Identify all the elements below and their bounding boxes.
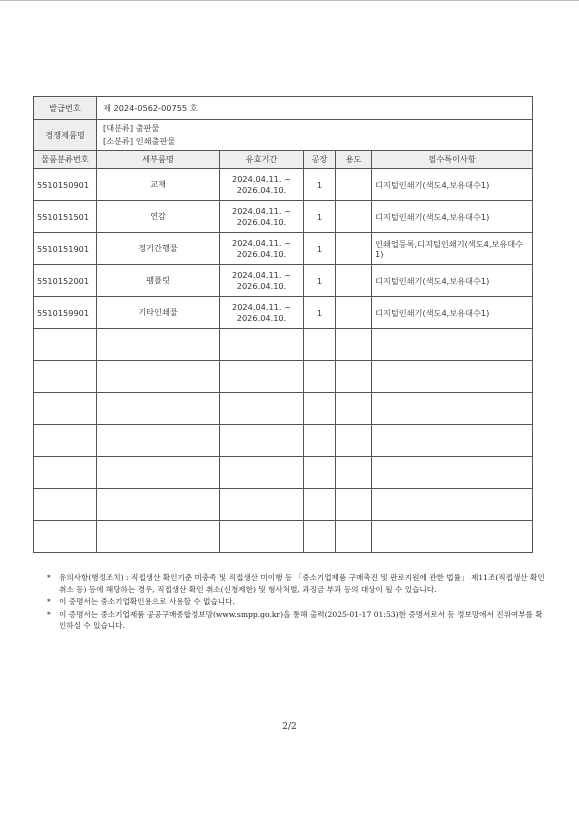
empty-cell	[97, 457, 220, 489]
note-bullet: *	[47, 609, 51, 619]
empty-cell	[372, 361, 533, 393]
period-start: 2024.04.11. ~	[232, 237, 291, 248]
factory-cell: 1	[304, 265, 336, 297]
header-factory: 공장	[304, 151, 336, 169]
minor-classification: [소분류] 인쇄출판물	[103, 136, 176, 146]
header-required-notes: 필수특이사항	[372, 151, 533, 169]
factory-cell: 1	[304, 297, 336, 329]
empty-cell	[220, 457, 304, 489]
page-number: 2/2	[282, 722, 297, 732]
empty-cell	[336, 425, 372, 457]
period-end: 2026.04.10.	[236, 312, 287, 323]
empty-cell	[372, 521, 533, 553]
period-end: 2026.04.10.	[236, 184, 287, 195]
empty-table-row	[34, 393, 533, 425]
required-notes-cell: 디지털인쇄기(색도4,보유대수1)	[372, 265, 533, 297]
empty-table-row	[34, 457, 533, 489]
table-row	[34, 297, 533, 329]
table-row	[34, 265, 533, 297]
use-cell	[336, 297, 372, 329]
item-code-cell: 5510151901	[34, 233, 97, 265]
empty-cell	[304, 361, 336, 393]
empty-cell	[97, 329, 220, 361]
empty-cell	[220, 329, 304, 361]
period-end: 2026.04.10.	[236, 216, 287, 227]
empty-cell	[372, 329, 533, 361]
empty-table-row	[34, 521, 533, 553]
note-item	[47, 572, 547, 595]
table-row	[34, 169, 533, 201]
empty-cell	[304, 457, 336, 489]
notes-section	[47, 572, 547, 633]
period-start: 2024.04.11. ~	[232, 269, 291, 280]
empty-cell	[220, 425, 304, 457]
empty-cell	[97, 393, 220, 425]
detail-name-cell: 정기간행물	[97, 233, 220, 265]
empty-cell	[220, 489, 304, 521]
note-item	[47, 609, 547, 632]
note-text: 이 증명서는 중소기업확인용으로 사용할 수 없습니다.	[59, 597, 235, 606]
certificate-table	[33, 96, 533, 553]
item-code-cell: 5510151501	[34, 201, 97, 233]
empty-cell	[220, 521, 304, 553]
use-cell	[336, 233, 372, 265]
item-code-cell: 5510159901	[34, 297, 97, 329]
major-classification: [대분류] 출판물	[103, 123, 160, 133]
empty-cell	[372, 489, 533, 521]
table-row	[34, 233, 533, 265]
empty-cell	[336, 393, 372, 425]
note-item	[47, 596, 547, 608]
factory-cell: 1	[304, 201, 336, 233]
empty-cell	[372, 425, 533, 457]
note-bullet: *	[47, 597, 51, 606]
empty-cell	[336, 361, 372, 393]
empty-cell	[34, 425, 97, 457]
period-end: 2026.04.10.	[236, 248, 287, 259]
issue-number-value: 제 2024-0562-00755 호	[97, 97, 533, 120]
required-notes-cell: 디지털인쇄기(색도4,보유대수1)	[372, 297, 533, 329]
header-validity-period: 유효기간	[220, 151, 304, 169]
detail-name-cell: 팸플릿	[97, 265, 220, 297]
item-code-cell: 5510150901	[34, 169, 97, 201]
period-start: 2024.04.11. ~	[232, 205, 291, 216]
issue-number-label: 발급번호	[34, 97, 97, 120]
empty-cell	[34, 489, 97, 521]
empty-cell	[336, 329, 372, 361]
validity-period-cell	[220, 297, 304, 329]
period-start: 2024.04.11. ~	[232, 301, 291, 312]
empty-cell	[34, 329, 97, 361]
empty-cell	[304, 521, 336, 553]
top-border-line	[0, 0, 579, 1]
validity-period-cell	[220, 201, 304, 233]
use-cell	[336, 201, 372, 233]
note-text: 이 증명서는 중소기업제품 공공구매종합정보망(www.smpp.go.kr)을 통해 출력(2025-01-17 01:53)한 증명서로서 동 정보망에서 진위여부를 확인하실 수 있습니다.	[59, 609, 543, 630]
table-header-row	[34, 151, 533, 169]
note-text: 유의사항(행정조치) : 직접생산 확인기준 미충족 및 직접생산 미이행 등 「중소기업제품 구매촉진 및 판로지원에 관한 법률」 제11조(직접생산 확인 취소 등) 등에 해당하는 경우, 직접생산 확인 취소(신청제한) 및 형사처벌, 과징금 부과 등의 대상이 될 수 있습니다.	[59, 573, 545, 594]
empty-cell	[372, 393, 533, 425]
empty-cell	[97, 361, 220, 393]
empty-cell	[336, 521, 372, 553]
header-detail-name: 세부품명	[97, 151, 220, 169]
factory-cell: 1	[304, 169, 336, 201]
empty-cell	[97, 489, 220, 521]
table-row	[34, 201, 533, 233]
empty-cell	[372, 457, 533, 489]
empty-table-row	[34, 329, 533, 361]
required-notes-cell: 디지털인쇄기(색도4,보유대수1)	[372, 169, 533, 201]
validity-period-cell	[220, 169, 304, 201]
empty-cell	[304, 425, 336, 457]
empty-cell	[97, 425, 220, 457]
empty-cell	[34, 457, 97, 489]
empty-cell	[304, 393, 336, 425]
product-name-label: 경쟁제품명	[34, 120, 97, 151]
detail-name-cell: 기타인쇄물	[97, 297, 220, 329]
empty-cell	[97, 521, 220, 553]
empty-table-row	[34, 361, 533, 393]
empty-cell	[336, 457, 372, 489]
detail-name-cell: 연감	[97, 201, 220, 233]
detail-name-cell: 교재	[97, 169, 220, 201]
use-cell	[336, 265, 372, 297]
product-classification	[97, 120, 533, 151]
required-notes-cell: 인쇄업등록,디지털인쇄기(색도4,보유대수1)	[372, 233, 533, 265]
period-end: 2026.04.10.	[236, 280, 287, 291]
empty-cell	[336, 489, 372, 521]
empty-cell	[220, 393, 304, 425]
empty-cell	[34, 393, 97, 425]
header-use: 용도	[336, 151, 372, 169]
empty-cell	[304, 489, 336, 521]
empty-cell	[34, 361, 97, 393]
item-code-cell: 5510152001	[34, 265, 97, 297]
note-bullet: *	[47, 573, 51, 582]
empty-cell	[304, 329, 336, 361]
validity-period-cell	[220, 233, 304, 265]
header-item-code: 물품분류번호	[34, 151, 97, 169]
empty-table-row	[34, 425, 533, 457]
empty-table-row	[34, 489, 533, 521]
validity-period-cell	[220, 265, 304, 297]
factory-cell: 1	[304, 233, 336, 265]
period-start: 2024.04.11. ~	[232, 173, 291, 184]
required-notes-cell: 디지털인쇄기(색도4,보유대수1)	[372, 201, 533, 233]
empty-cell	[34, 521, 97, 553]
empty-cell	[220, 361, 304, 393]
use-cell	[336, 169, 372, 201]
